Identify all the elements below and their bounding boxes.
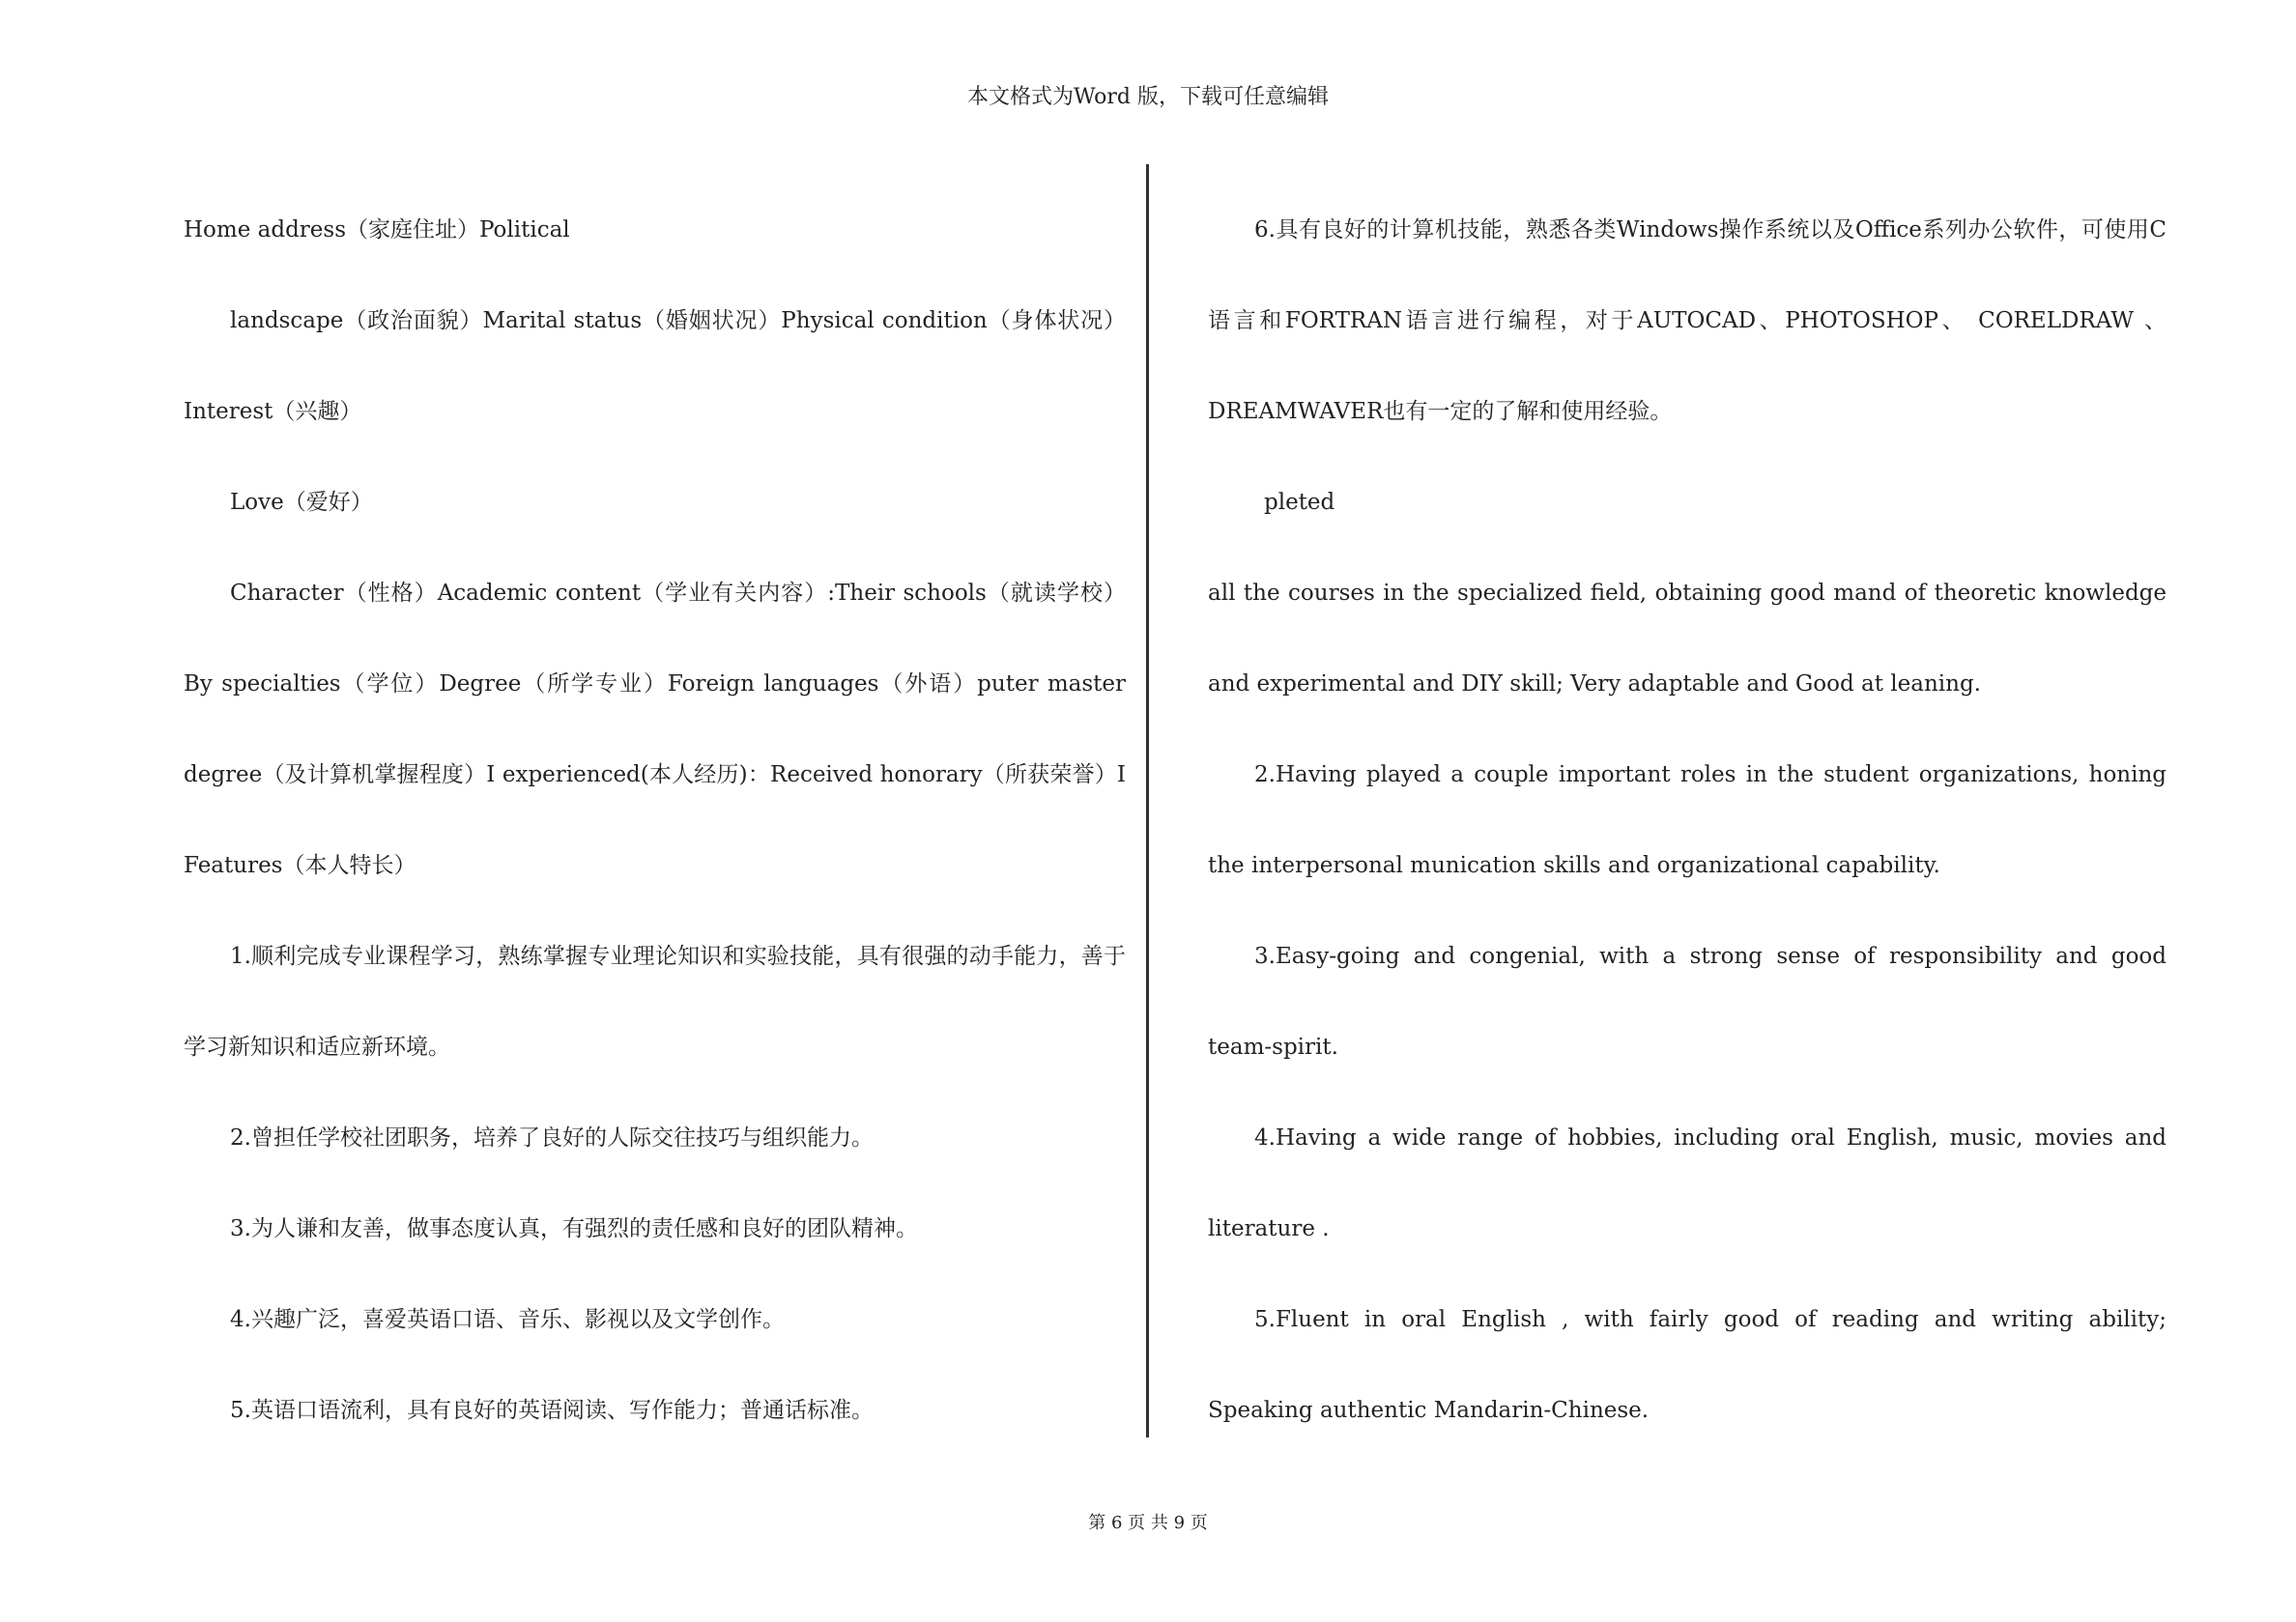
paragraph-feature-3-zh: 3.为人谦和友善，做事态度认真，有强烈的责任感和良好的团队精神。 [230, 1216, 918, 1241]
paragraph-feature-2-zh: 2.曾担任学校社团职务，培养了良好的人际交往技巧与组织能力。 [230, 1125, 874, 1151]
paragraph-feature-5-en: 5.Fluent in oral English , with fairly good of reading and writing ability; Speaking authentic Mandarin-Chinese. [1208, 1307, 2167, 1423]
page-footer: 第 6 页 共 9 页 [1088, 1513, 1208, 1533]
paragraph-feature-6-zh: 6.具有良好的计算机技能，熟悉各类Windows操作系统以及Office系列办公软件，可使用C语言和FORTRAN语言进行编程，对于AUTOCAD、PHOTOSHOP、 CORELDRAW 、DREAMWAVER也有一定的了解和使用经验。 [1208, 217, 2167, 424]
left-column [184, 185, 1126, 1456]
paragraph-feature-3-en: 3.Easy-going and congenial, with a strong sense of responsibility and good team-spirit. [1208, 944, 2167, 1060]
page-header: 本文格式为Word 版，下载可任意编辑 [967, 85, 1329, 109]
paragraph-home-address: Home address（家庭住址）Political [184, 217, 570, 242]
paragraph-love: Love（爱好） [230, 490, 373, 515]
column-divider [1146, 164, 1149, 1437]
paragraph-pleted: pleted [1264, 490, 1335, 515]
paragraph-personal-info: landscape（政治面貌）Marital status（婚姻状况）Physical condition（身体状况）Interest（兴趣） [184, 308, 1126, 424]
right-column [1208, 185, 2167, 1456]
paragraph-feature-2-en: 2.Having played a couple important roles in the student organizations, honing the interpersonal munication skills and organizational capability. [1208, 762, 2167, 878]
paragraph-feature-5-zh: 5.英语口语流利，具有良好的英语阅读、写作能力；普通话标准。 [230, 1398, 874, 1423]
paragraph-feature-1-zh: 1.顺利完成专业课程学习，熟练掌握专业理论知识和实验技能，具有很强的动手能力，善于学习新知识和适应新环境。 [184, 944, 1126, 1060]
paragraph-academic-content: Character（性格）Academic content（学业有关内容）:Their schools（就读学校）By specialties（学位）Degree（所学专业）Foreign languages（外语）puter master degree（及计算机掌握程度）I experienced(本人经历)：Received honorary（所获荣誉）I Features（本人特长） [184, 581, 1126, 878]
paragraph-feature-1-en: all the courses in the specialized field, obtaining good mand of theoretic knowledge and experimental and DIY skill; Very adaptable and Good at leaning. [1208, 581, 2167, 697]
paragraph-feature-4-en: 4.Having a wide range of hobbies, including oral English, music, movies and literature . [1208, 1125, 2167, 1241]
paragraph-feature-4-zh: 4.兴趣广泛，喜爱英语口语、音乐、影视以及文学创作。 [230, 1307, 785, 1332]
